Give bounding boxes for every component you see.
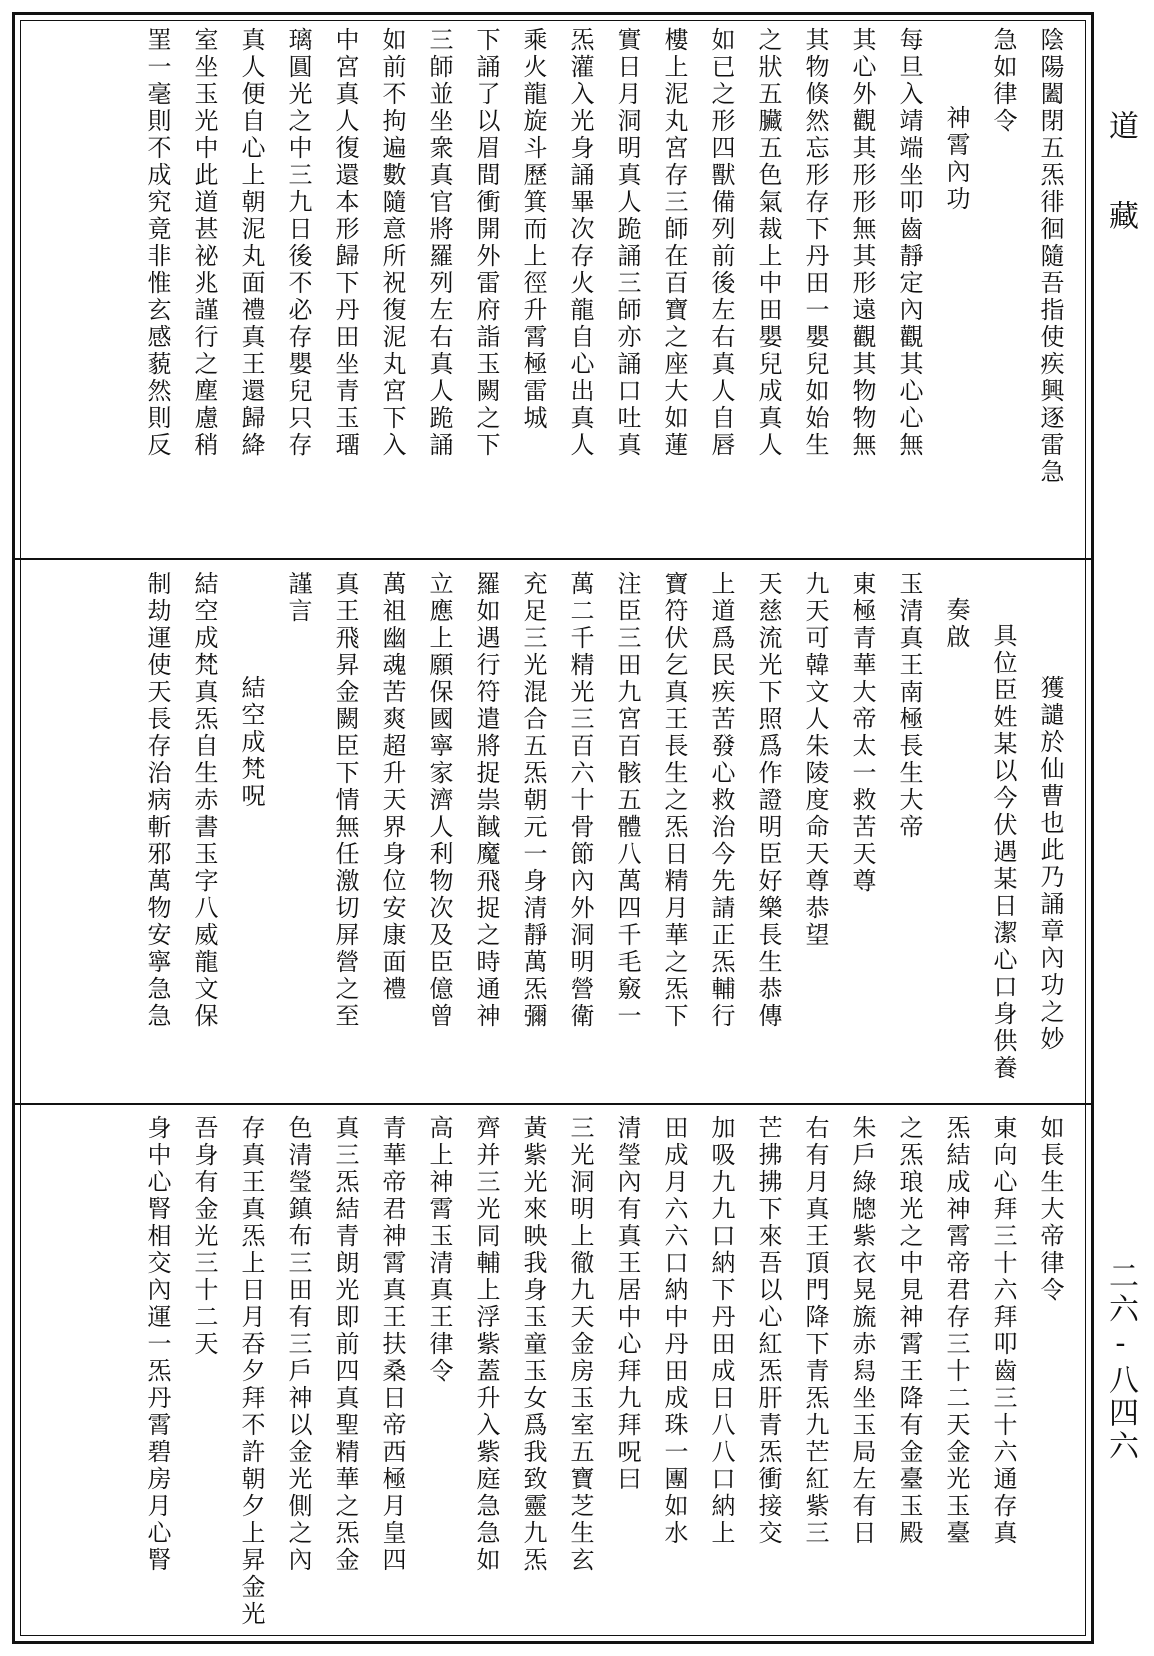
text-column: 芒拂拂下來吾以心紅炁肝青炁衝接交 [754,1115,782,1547]
text-column: 萬二千精光三百六十骨節內外洞明營衛 [566,571,594,1030]
text-column: 吾身有金光三十二天 [190,1115,218,1358]
text-column: 寶符伏乞真王長生之炁日精月華之炁下 [660,571,688,1030]
text-column: 真人便自心上朝泥丸面禮真王還歸絳 [237,27,265,459]
text-column: 九天可韓文人朱陵度命天尊恭望 [801,571,829,949]
text-column: 朱戶綠牕紫衣晃旒赤舄坐玉局左有日 [848,1115,876,1547]
text-column: 璃圓光之中三九日後不必存嬰兒只存 [284,27,312,459]
text-column: 加吸九九口納下丹田成日八八口納上 [707,1115,735,1547]
text-column: 高上神霄玉清真王律令 [425,1115,453,1385]
text-column: 萬祖幽魂苦爽超升天界身位安康面禮 [378,571,406,1003]
text-column: 結空成梵真炁自生赤書玉字八威龍文保 [190,571,218,1030]
text-column: 炁灌入光身誦畢次存火龍自心出真人 [566,27,594,459]
text-column: 謹言 [284,571,312,625]
text-column: 田成月六六口納中丹田成珠一團如水 [660,1115,688,1547]
text-column: 之炁琅光之中見神霄王降有金臺玉殿 [895,1115,923,1547]
page-number: 二六-八四六 [1103,1260,1138,1463]
text-column: 下誦了以眉間衝開外雷府詣玉闕之下 [472,27,500,459]
page-border [12,12,1094,1644]
text-column: 樓上泥丸宮存三師在百寶之座大如蓮 [660,27,688,459]
text-column: 炁結成神霄帝君存三十二天金光玉臺 [942,1115,970,1547]
text-column: 三師並坐衆真官將羅列左右真人跪誦 [425,27,453,459]
book-name: 道藏 [1103,110,1138,290]
text-column: 東向心拜三十六拜叩齒三十六通存真 [989,1115,1017,1547]
text-column: 三光洞明上徹九天金房玉室五寶芝生玄 [566,1115,594,1574]
text-column: 實日月洞明真人跪誦三師亦誦口吐真 [613,27,641,459]
text-column: 身中心腎相交內運一炁丹霄碧房月心腎 [143,1115,171,1574]
text-column: 奏啟 [942,597,970,651]
panel-divider-1 [15,558,1091,560]
text-column: 急如律令 [989,27,1017,135]
text-column: 如前不拘遍數隨意所祝復泥丸宮下入 [378,27,406,459]
text-column: 陰陽闔閉五炁徘徊隨吾指使疾興逐雷急 [1036,27,1064,486]
text-column: 真三炁結青朗光即前四真聖精華之炁金 [331,1115,359,1574]
text-column: 玉清真王南極長生大帝 [895,571,923,841]
text-column: 制劫運使天長存治病斬邪萬物安寧急急 [143,571,171,1030]
text-column: 具位臣姓某以今伏遇某日潔心口身供養 [989,623,1017,1082]
panel-divider-2 [15,1103,1091,1105]
panel-middle [29,571,1073,1093]
text-column: 齊并三光同輔上浮紫蓋升入紫庭急急如 [472,1115,500,1574]
text-column: 每旦入靖端坐叩齒靜定內觀其心心無 [895,27,923,459]
text-column: 天慈流光下照爲作證明臣好樂長生恭傳 [754,571,782,1030]
panel-bottom [29,1115,1073,1630]
text-column: 中宮真人復還本形歸下丹田坐青玉璢 [331,27,359,459]
text-column: 右有月真王頂門降下青炁九芒紅紫三 [801,1115,829,1547]
text-column: 室坐玉光中此道甚祕兆謹行之塵慮稍 [190,27,218,459]
text-column: 如已之形四獸備列前後左右真人自唇 [707,27,735,459]
text-column: 結空成梵呪 [237,675,265,810]
text-column: 上道爲民疾苦發心救治今先請正炁輔行 [707,571,735,1030]
text-column: 青華帝君神霄真王扶桑日帝西極月皇四 [378,1115,406,1574]
text-column: 如長生大帝律令 [1036,1115,1064,1304]
text-column: 其物倏然忘形存下丹田一嬰兒如始生 [801,27,829,459]
text-column: 乘火龍旋斗歷箕而上徑升霄極雷城 [519,27,547,432]
text-column: 東極青華大帝太一救苦天尊 [848,571,876,895]
text-column: 存真王真炁上日月吞夕拜不許朝夕上昇金光 [237,1115,265,1628]
text-column: 立應上願保國寧家濟人利物次及臣億曾 [425,571,453,1030]
text-column: 色清瑩鎮布三田有三戶神以金光側之內 [284,1115,312,1574]
text-column: 充足三光混合五炁朝元一身清靜萬炁彌 [519,571,547,1030]
text-column: 獲譴於仙曹也此乃誦章內功之妙 [1036,675,1064,1053]
text-column: 真王飛昇金闕臣下情無任激切屏營之至 [331,571,359,1030]
text-column: 注臣三田九宮百骸五體八萬四千毛竅一 [613,571,641,1030]
text-column: 之狀五臟五色氣裁上中田嬰兒成真人 [754,27,782,459]
text-column: 其心外觀其形形無其形遠觀其物物無 [848,27,876,459]
panel-top [29,27,1073,549]
text-column: 黃紫光來映我身玉童玉女爲我致靈九炁 [519,1115,547,1574]
text-column: 神霄內功 [942,105,970,213]
text-column: 羅如遇行符遣將捉祟馘魔飛捉之時通神 [472,571,500,1030]
text-column: 罣一毫則不成究竟非惟玄感藐然則反 [143,27,171,459]
page-margin [1094,0,1142,1656]
text-column: 清瑩內有真王居中心拜九拜呪曰 [613,1115,641,1493]
